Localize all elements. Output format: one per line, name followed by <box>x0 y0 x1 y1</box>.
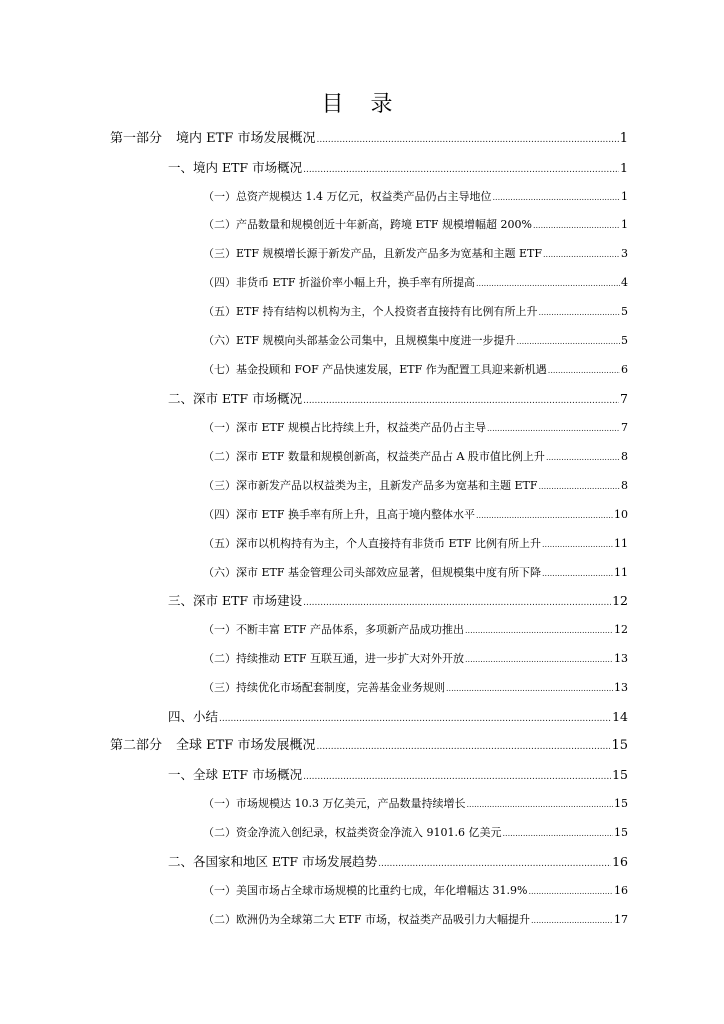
toc-dot-leader <box>378 853 611 875</box>
toc-page-number: 3 <box>621 247 628 260</box>
toc-dot-leader <box>487 418 620 440</box>
toc-entry-label <box>203 793 465 815</box>
toc-entry-label <box>203 880 527 902</box>
toc-entry[interactable] <box>203 330 628 352</box>
toc-dot-leader <box>539 476 621 498</box>
toc-dot-leader <box>517 331 621 353</box>
toc-dot-leader <box>465 620 613 642</box>
toc-entry-label <box>168 764 302 786</box>
toc-entry-text: （一）美国市场占全球市场规模的比重约七成，年化增幅达 31.9% <box>203 884 528 897</box>
toc-dot-leader <box>466 794 613 816</box>
toc-entry[interactable] <box>203 909 628 931</box>
toc-entry[interactable] <box>203 677 628 699</box>
toc-dot-leader <box>493 187 621 209</box>
toc-entry-text: （四）非货币 ETF 折溢价率小幅上升，换手率有所提高 <box>203 276 475 289</box>
toc-entry-label <box>203 909 530 931</box>
toc-entry-text: 四、小结 <box>168 709 219 724</box>
toc-dot-leader <box>539 302 621 324</box>
toc-dot-leader <box>303 159 619 181</box>
toc-entry-text: （一）市场规模达 10.3 万亿美元，产品数量持续增长 <box>203 797 466 810</box>
page-title: 目 录 <box>321 92 403 117</box>
toc-entry-label <box>203 359 547 381</box>
toc-entry-text: （一）总资产规模达 1.4 万亿元，权益类产品仍占主导地位 <box>203 190 492 203</box>
toc-entry[interactable] <box>168 590 628 612</box>
toc-page-number: 15 <box>614 797 628 810</box>
toc-page-number: 11 <box>614 537 628 550</box>
toc-entry-text: （三）ETF 规模增长源于新发产品，且新发产品多为宽基和主题 ETF <box>203 247 542 260</box>
toc-entry[interactable] <box>203 214 628 236</box>
toc-part-label: 第二部分 <box>110 738 163 753</box>
toc-dot-leader <box>531 910 613 932</box>
toc-entry-text: （一）不断丰富 ETF 产品体系，多项新产品成功推出 <box>203 623 464 636</box>
toc-entry-label <box>203 186 492 208</box>
toc-entry-text: （六）深市 ETF 基金管理公司头部效应显著，但规模集中度有所下降 <box>203 566 541 579</box>
toc-entry-label <box>203 562 541 584</box>
toc-page-number: 13 <box>614 652 628 665</box>
toc-entry-label <box>203 677 445 699</box>
toc-page-number: 15 <box>611 738 628 753</box>
toc-entry[interactable] <box>203 880 628 902</box>
toc-entry[interactable] <box>203 822 628 844</box>
toc-entry-label <box>203 504 475 526</box>
toc-page-number: 16 <box>612 854 628 869</box>
toc-entry-label <box>168 157 302 179</box>
toc-dot-leader <box>316 129 618 151</box>
toc-entry-text: （二）深市 ETF 数量和规模创新高，权益类产品占 A 股市值比例上升 <box>203 450 545 463</box>
toc-entry-label <box>203 417 486 439</box>
toc-entry-label <box>203 475 538 497</box>
toc-entry[interactable] <box>203 533 628 555</box>
toc-entry-text: （二）欧洲仍为全球第二大 ETF 市场，权益类产品吸引力大幅提升 <box>203 913 530 926</box>
toc-dot-leader <box>446 678 613 700</box>
toc-entry[interactable] <box>203 475 628 497</box>
toc-entry-label <box>168 706 218 728</box>
toc-entry[interactable] <box>168 851 628 873</box>
toc-entry[interactable] <box>203 793 628 815</box>
toc-entry-text: （二）产品数量和规模创近十年新高，跨境 ETF 规模增幅超 200% <box>203 218 532 231</box>
toc-entry[interactable] <box>203 504 628 526</box>
toc-dot-leader <box>542 563 613 585</box>
toc-entry-text: 一、境内 ETF 市场概况 <box>168 160 303 175</box>
toc-dot-leader <box>303 766 611 788</box>
toc-entry[interactable] <box>168 157 628 179</box>
toc-entry[interactable] <box>110 128 628 150</box>
toc-entry-text: 全球 ETF 市场发展概况 <box>176 738 316 753</box>
toc-dot-leader <box>476 505 613 527</box>
toc-entry-text: （二）资金净流入创纪录，权益类资金净流入 9101.6 亿美元 <box>203 826 502 839</box>
toc-entry-text: 三、深市 ETF 市场建设 <box>168 593 303 608</box>
toc-dot-leader <box>465 649 613 671</box>
toc-dot-leader <box>546 447 620 469</box>
toc-entry[interactable] <box>168 706 628 728</box>
toc-page-number: 12 <box>614 623 628 636</box>
toc-page-number: 4 <box>621 276 628 289</box>
toc-entry-label <box>203 214 532 236</box>
toc-entry[interactable] <box>203 446 628 468</box>
toc-entry-label <box>203 330 516 352</box>
toc-page-number: 1 <box>621 190 628 203</box>
toc-entry[interactable] <box>203 301 628 323</box>
toc-entry-label <box>203 243 542 265</box>
toc-entry-label <box>203 648 464 670</box>
toc-entry-label <box>203 822 501 844</box>
toc-entry-label <box>168 590 302 612</box>
toc-dot-leader <box>502 823 613 845</box>
toc-page-number: 1 <box>621 218 628 231</box>
toc-part-label: 第一部分 <box>110 131 163 146</box>
toc-dot-leader <box>219 708 611 730</box>
toc-entry-text: （六）ETF 规模向头部基金公司集中，且规模集中度进一步提升 <box>203 334 516 347</box>
toc-entry-label <box>168 851 377 873</box>
toc-entry[interactable] <box>110 735 628 757</box>
toc-entry[interactable] <box>168 388 628 410</box>
toc-dot-leader <box>316 736 610 758</box>
toc-entry-text: 境内 ETF 市场发展概况 <box>176 131 316 146</box>
toc-page-number: 7 <box>620 391 628 406</box>
toc-dot-leader <box>528 881 613 903</box>
toc-dot-leader <box>303 592 611 614</box>
toc-entry[interactable] <box>203 619 628 641</box>
toc-entry-label <box>203 301 538 323</box>
toc-page-number: 8 <box>621 479 628 492</box>
toc-page-number: 7 <box>621 421 628 434</box>
toc-entry-text: （三）深市新发产品以权益类为主，且新发产品多为宽基和主题 ETF <box>203 479 538 492</box>
toc-entry-text: （二）持续推动 ETF 互联互通，进一步扩大对外开放 <box>203 652 464 665</box>
toc-entry-text: （七）基金投顾和 FOF 产品快速发展，ETF 作为配置工具迎来新机遇 <box>203 363 547 376</box>
toc-entry[interactable] <box>203 186 628 208</box>
toc-entry[interactable] <box>203 562 628 584</box>
toc-page-number: 17 <box>614 913 628 926</box>
toc-page-number: 1 <box>620 160 628 175</box>
toc-entry-label <box>203 272 475 294</box>
toc-dot-leader <box>548 360 620 382</box>
toc-entry-label <box>110 128 315 150</box>
toc-entry-label <box>110 735 315 757</box>
toc-page-number: 14 <box>612 709 628 724</box>
toc-dot-leader <box>533 215 620 237</box>
toc-entry-label <box>203 446 545 468</box>
toc-entry-text: 一、全球 ETF 市场概况 <box>168 767 303 782</box>
toc-page-number: 5 <box>621 305 628 318</box>
toc-dot-leader <box>543 244 620 266</box>
toc-entry[interactable] <box>203 272 628 294</box>
toc-entry-text: （四）深市 ETF 换手率有所上升，且高于境内整体水平 <box>203 508 475 521</box>
toc-page-number: 5 <box>621 334 628 347</box>
toc-entry[interactable] <box>203 359 628 381</box>
toc-dot-leader <box>542 534 613 556</box>
toc-entry-text: （五）深市以机构持有为主，个人直接持有非货币 ETF 比例有所上升 <box>203 537 541 550</box>
toc-page-number: 15 <box>614 826 628 839</box>
toc-entry-text: （五）ETF 持有结构以机构为主，个人投资者直接持有比例有所上升 <box>203 305 538 318</box>
toc-page-number: 10 <box>614 508 628 521</box>
toc-page-number: 11 <box>614 566 628 579</box>
toc-page-number: 16 <box>614 884 628 897</box>
toc-entry-text: （三）持续优化市场配套制度，完善基金业务规则 <box>203 681 445 694</box>
toc-dot-leader <box>303 390 619 412</box>
toc-entry[interactable] <box>203 243 628 265</box>
toc-entry[interactable] <box>203 648 628 670</box>
toc-entry-text: （一）深市 ETF 规模占比持续上升，权益类产品仍占主导 <box>203 421 486 434</box>
toc-entry-label <box>203 533 541 555</box>
toc-entry-text: 二、各国家和地区 ETF 市场发展趋势 <box>168 854 378 869</box>
toc-entry[interactable] <box>203 417 628 439</box>
toc-page-number: 15 <box>612 767 628 782</box>
toc-page-number: 13 <box>614 681 628 694</box>
toc-entry-label <box>203 619 464 641</box>
toc-page-number: 1 <box>619 131 628 146</box>
toc-page-number: 6 <box>621 363 628 376</box>
toc-page-number: 12 <box>612 593 628 608</box>
toc-page-number: 8 <box>621 450 628 463</box>
toc-entry[interactable] <box>168 764 628 786</box>
toc-entry-text: 二、深市 ETF 市场概况 <box>168 391 303 406</box>
toc-dot-leader <box>476 273 620 295</box>
toc-entry-label <box>168 388 302 410</box>
